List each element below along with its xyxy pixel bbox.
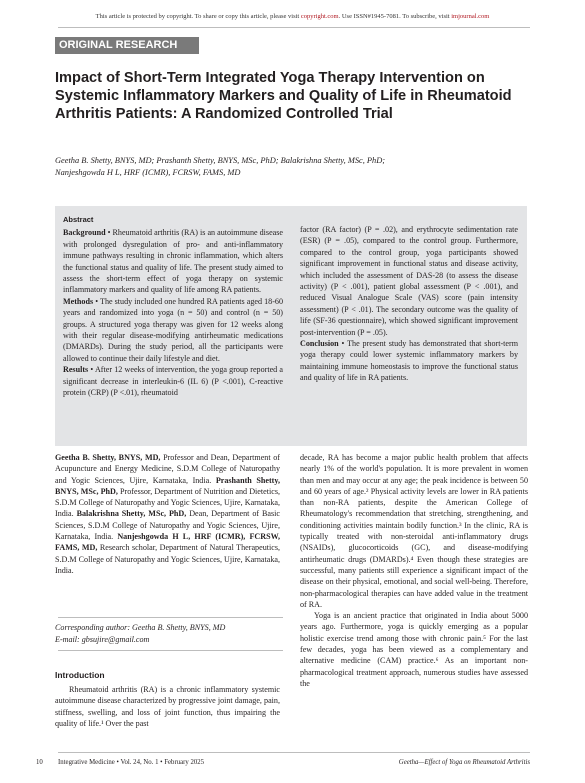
- right-column-body: [300, 452, 528, 689]
- affiliation-text-3: Dean, Department of Basic Sciences, S.D.M College of Naturopathy and Yogic Sciences, Ujire, Karnataka, India.: [55, 509, 280, 542]
- body-paragraph-2: Yoga is an ancient practice that originated in India about 5000 years ago. Furthermore, yoga is quickly emerging as a popular holistic exercise trend among those with chronic pain.⁵ For the last few decades, yoga has been viewed as a complementary and alternative medicine (CAM) practice.⁶ As an important non-pharmacological treatment approach, numerous studies have assessed the: [300, 611, 528, 688]
- copyright-link[interactable]: copyright.com: [300, 13, 339, 20]
- subscribe-link[interactable]: imjournal.com: [451, 13, 490, 20]
- affiliation-name-3: Balakrishna Shetty, MSc, PhD,: [76, 509, 187, 519]
- introduction-heading: Introduction: [55, 670, 105, 680]
- methods-text: • The study included one hundred RA patients aged 18-60 years and randomized into yoga (n = 50) and control (n = 50) groups. A structured yoga therapy was given for 12 weeks along with their regular disease-modifying antirheumatic medications (DMARDs). During the study period, all the participants were allowed to continue their daily lifestyle and diet.: [63, 296, 283, 363]
- section-label: ORIGINAL RESEARCH: [55, 37, 199, 54]
- correspondence-divider: [58, 617, 283, 618]
- abstract-left-column: [63, 214, 283, 399]
- correspondence: [55, 622, 280, 645]
- abstract-background: [63, 227, 283, 295]
- results-label: Results: [63, 365, 89, 375]
- affiliation-text-2: Professor, Department of Nutrition and Dietetics, S.D.M College of Naturopathy and Yogic Sciences, Ujire, Karnataka, India.: [55, 486, 280, 519]
- results-text: • After 12 weeks of intervention, the yoga group reported a significant decrease in interleukin-6 (IL 6) (P <.001), C-reactive protein (CRP) (P <.01), rheumatoid: [63, 365, 283, 398]
- affiliation-name-4: Nanjeshgowda H L, HRF (ICMR), FCRSW, FAMS, MD,: [55, 532, 280, 553]
- introduction-body: [55, 684, 280, 729]
- corresponding-author: Corresponding author: Geetha B. Shetty, BNYS, MD: [55, 623, 226, 632]
- affiliation-name-2: Prashanth Shetty, BNYS, MSc, PhD,: [55, 475, 280, 496]
- author-list: [55, 155, 525, 179]
- affiliation-name-1: Geetha B. Shetty, BNYS, MD,: [55, 453, 161, 462]
- body-paragraph-1: decade, RA has become a major public health problem that affects nearly 1% of the world's population. It is more prevalent in women than men and may occur at any age; the peak incidence is between 50 and 60 years of age.² Physical activity levels are lower in RA patients than non-RA patients, despite the American College of Rheumatology's recommendation that stretching, strengthening, and conditioning activities maintain bodily function.³ In the clinic, RA is typically treated with non-steroidal anti-inflammatory drugs (NSAIDs), glucocorticoids (GC), and disease-modifying antirheumatic drugs (DMARDs).⁴ Even though these strategies are successful, many patients still experience a significant impact of the disease on their physical, emotional, and social well-being. Therefore, non-pharmacological therapies can have added value in the treatment of RA.: [300, 453, 528, 609]
- background-label: Background: [63, 228, 106, 238]
- correspondence-bottom-divider: [58, 650, 283, 651]
- abstract-results: [63, 364, 283, 398]
- abstract-box: [55, 206, 527, 446]
- author-email[interactable]: E-mail: gbsujire@gmail.com: [55, 634, 150, 644]
- footer-divider: [58, 752, 530, 753]
- conclusion-text: • The present study has demonstrated that short-term yoga therapy could lower systemic inflammatory markers by maintaining immune homeostasis to improve the functional status and quality of life in RA patients.: [300, 339, 518, 383]
- authors-line-1: Geetha B. Shetty, BNYS, MD; Prashanth Shetty, BNYS, MSc, PhD; Balakrishna Shetty, MSc, PhD;: [55, 156, 386, 165]
- methods-label: Methods: [63, 296, 94, 306]
- journal-citation: Integrative Medicine • Vol. 24, No. 1 • February 2025: [58, 759, 205, 766]
- affiliation-text-4: Research scholar, Department of Natural Therapeutics, S.D.M College of Naturopathy and Yogic Sciences, Ujire, Karnataka, India.: [55, 543, 281, 575]
- abstract-right-column: [300, 224, 518, 384]
- article-title: Impact of Short-Term Integrated Yoga Therapy Intervention on Systemic Inflammatory Markers and Quality of Life in Rheumatoid Arthritis Patients: A Randomized Controlled Trial: [55, 70, 512, 122]
- header-divider: [58, 27, 530, 28]
- authors-line-2: Nanjeshgowda H L, HRF (ICMR), FCRSW, FAMS, MD: [55, 168, 241, 177]
- introduction-paragraph-1: Rheumatoid arthritis (RA) is a chronic inflammatory systemic autoimmune disease characterized by progressive joint damage, pain, stiffness, swelling, and loss of joint function, thus impairing the quality of life.¹ Over the past: [55, 685, 280, 728]
- abstract-results-continued: factor (RA factor) (P = .02), and erythrocyte sedimentation rate (ESR) (P = .05), compared to the control group. Furthermore, compared to the control group, yoga participants showed significant improvement in functional status and disease activity, which included the assessment of DAS-28 (to assess the disease activity) (P < .001), patient global assessment (P < .001), and reduced Visual Analogue Scale (VAS) score (pain intensity assessment) (P < .01). The secondary outcome was the quality of life (SF-36 questionnaire), which showed significant improvement post-intervention (P = .05).: [300, 225, 518, 337]
- running-title: Geetha—Effect of Yoga on Rheumatoid Arthritis: [398, 759, 530, 766]
- page-number: 10: [36, 759, 43, 766]
- notice-text: This article is protected by copyright. To share or copy this article, please visit: [95, 13, 301, 20]
- conclusion-label: Conclusion: [300, 339, 339, 349]
- abstract-heading: Abstract: [63, 215, 94, 224]
- abstract-conclusion: [300, 338, 518, 384]
- affiliations: [55, 452, 280, 576]
- copyright-notice: [0, 13, 585, 20]
- abstract-methods: [63, 296, 283, 364]
- affiliation-text-1: Professor and Dean, Department of Acupuncture and Energy Medicine, S.D.M College of Naturopathy and Yogic Sciences, Ujire, Karnataka, India.: [55, 453, 280, 485]
- background-text: • Rheumatoid arthritis (RA) is an autoimmune disease with prolonged dysregulation of pro- and anti-inflammatory immune pathways resulting in chronic inflammation, which alters the functional status and quality of life. The present study aimed to assess the short-term effect of yoga therapy on systemic inflammatory markers and quality of life among RA patients.: [63, 228, 283, 295]
- notice-mid-text: . Use ISSN#1945-7081. To subscribe, visit: [338, 13, 452, 20]
